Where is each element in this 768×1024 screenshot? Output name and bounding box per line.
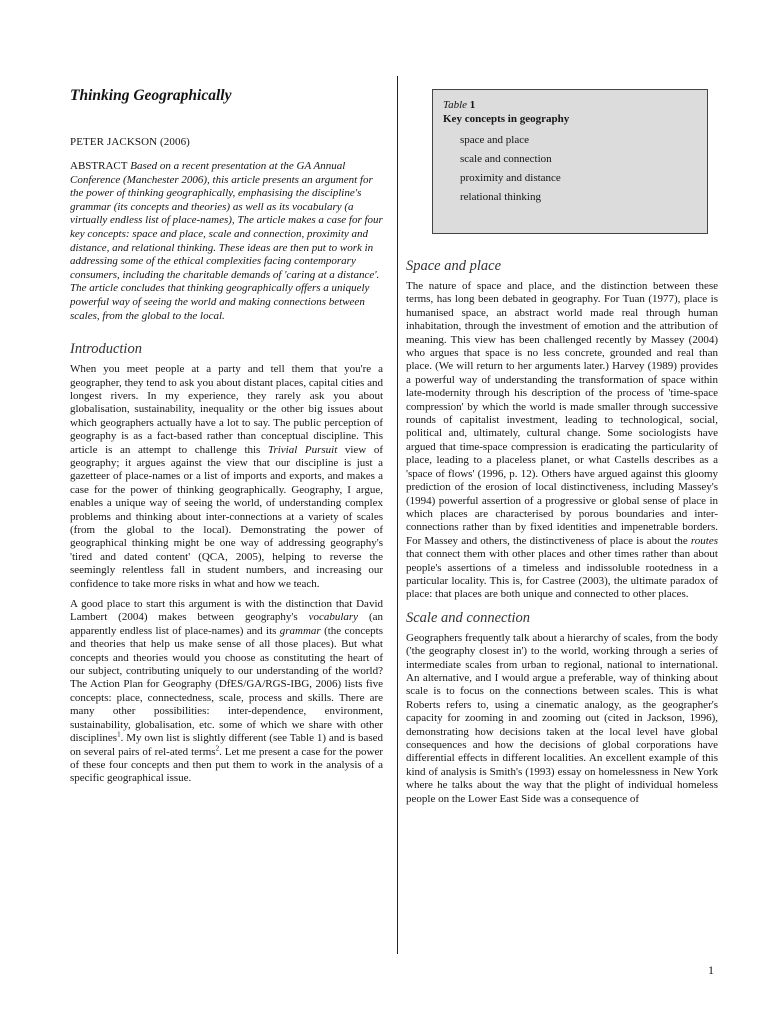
section-heading-space-and-place: Space and place — [406, 258, 502, 274]
table-1-box — [432, 89, 708, 234]
abstract — [70, 160, 383, 323]
footnote-ref-2: 2 — [215, 743, 220, 752]
concept-item: proximity and distance — [460, 172, 561, 184]
scale-connection-paragraph: Geographers frequently talk about a hierarchy of scales, from the body ('the geography closest in') to the world, working through a series of intermediate scales from urban to regional, national to international. An alternative, and I would argue a preferable, way of thinking about scale is to focus on the connections between scales. This is what Roberts refers to, using a cinematic analogy, as the geographer's capacity for zooming in and zooming out (cited in Jackson, 1996), demonstrating how decisions taken at the local level have global consequences and how the decisions of global corporations have differential effects in different localities. An excellent example of this kind of analysis is Smith's (1993) essay on homelessness in New York where he talks about the way that the plight of individual homeless people on the Lower East Side was a consequence of — [406, 631, 718, 805]
abstract-label: ABSTRACT — [70, 160, 128, 172]
table-caption: Table 1 — [443, 99, 476, 111]
column-divider — [397, 76, 398, 954]
footnote-ref-1: 1 — [117, 730, 121, 739]
section-heading-introduction: Introduction — [70, 341, 142, 358]
left-column — [70, 86, 383, 793]
concept-item: space and place — [460, 134, 530, 146]
space-place-paragraph: The nature of space and place, and the distinction between these terms, has long been debated in geography. For Tuan (1977), place is humanised space, an abstract world made real through human inhabitation, through the investment of emotion and the attribution of meaning. This view has been challenged recently by Massey (2004) who argues that space is no less concrete, grounded and real than place. (We will return to her arguments later.) Harvey (1989) provides a powerful way of understanding the transformation of space within late-modernity through his description of the process of 'time-space compression' by which the world is made smaller through successive rounds of capitalist investment, leading to technological, social, political and, ultimately, cultural change. Some sociologists have argued that time-space compression is eradicating the particularity of place, leading to a placeless planet, or what Castells describes as a 'space of flows' (1996, p. 12). Others have argued against this gloomy prediction of the erosion of local distinctiveness, including Massey's (1994) powerful assertion of a progressive or global sense of place in which places are characterised by porous boundaries and inter-connections rather than by fixed identities and impenetrable borders. For Massey and others, the distinctiveness of place is about the routes that connect them with other places and other times rather than about people's assertions of a timeless and indissoluble rootedness in a particular locality. This is, for Castree (2003), the ultimate paradox of place: that places are both unique and connected to other places. — [406, 280, 718, 601]
intro-paragraph-1: When you meet people at a party and tell them that you're a geographer, they tend to ask you about distant places, capital cities and longest rivers. In my experience, they rarely ask you about globalisation, sustainability, inequality or the other big issues about which geographers actually have a lot to say. The public perception of geography is as a fact-based rather than conceptual discipline. This article is an attempt to challenge this Trivial Pursuit view of geography; it argues against the view that our discipline is just a gazetteer of place-names or a list of imports and exports, and makes a case for the power of thinking geographically. Geography, I argue, enables a unique way of seeing the world, of understanding complex problems and thinking about inter-connections at a variety of scales (from the global to the local). Demonstrating the power of geographical thinking might be one way of addressing geography's 'tired and dated content' (QCA, 2005), helping to reverse the seemingly relentless fall in student numbers, and increasing our confidence to take more risks in what and how we teach. — [70, 363, 383, 590]
intro-paragraph-2: A good place to start this argument is with the distinction that David Lambert (2004) makes between geography's vocabulary (an apparently endless list of place-names) and its grammar (the concepts and theories that help us make sense of all those places). But what concepts and theories would you choose as constituting the heart of our subject, contributing uniquely to our understanding of the world? The Action Plan for Geography (DfES/GA/RGS-IBG, 2006) lists five concepts: place, connectedness, scale, process and skills. There are many other possibilities: inter-dependence, environment, sustainability, globalisation, etc. some of which we share with other disciplines$^1$. My own list is slightly different (see Table 1) and is based on several pairs of rel-ated terms$^2$. Let me present a case for the power of these four concepts and then put them to work in the analysis of a specific geographical issue. — [70, 598, 383, 785]
article-author: PETER JACKSON (2006) — [70, 136, 190, 148]
page-number: 1 — [708, 963, 714, 977]
right-column — [406, 86, 718, 813]
table-title: Key concepts in geography — [443, 113, 570, 125]
concept-item: relational thinking — [460, 191, 541, 203]
article-title: Thinking Geographically — [70, 87, 232, 104]
abstract-text: Based on a recent presentation at the GA Annual Conference (Manchester 2006), this article presents an argument for the power of thinking geographically, emphasising the discipline's grammar (its concepts and theories) as well as its vocabulary (a virtually endless list of place-names), The article makes a case for four key concepts: space and place, scale and connection, proximity and distance, and relational thinking. These ideas are then put to work in addressing some of the ethical complexities facing contemporary consumers, including the charitable demands of 'caring at a distance'. The article concludes that thinking geographically offers a uniquely powerful way of seeing the world and making connections between scales, from the global to the local. — [70, 160, 383, 322]
concept-item: scale and connection — [460, 153, 552, 165]
section-heading-scale-and-connection: Scale and connection — [406, 609, 531, 626]
concept-list — [443, 131, 697, 207]
